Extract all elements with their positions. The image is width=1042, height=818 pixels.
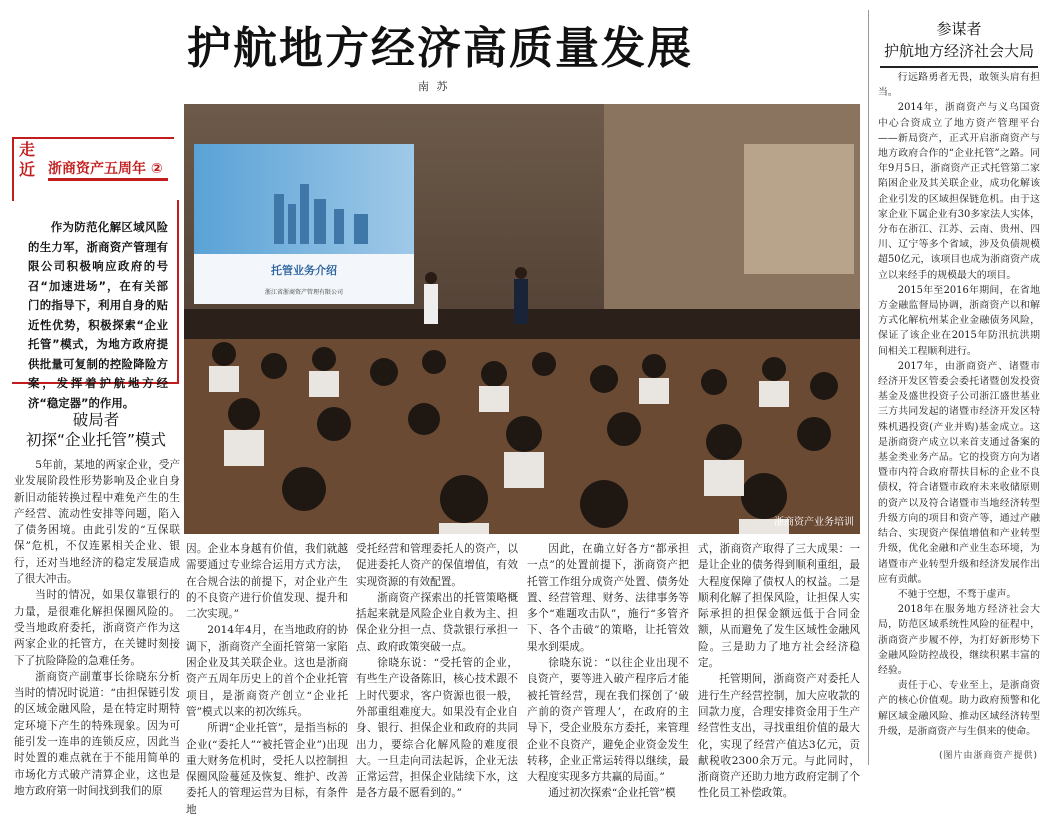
section-title-line2: 护航地方经济社会大局 bbox=[883, 42, 1034, 60]
lead-paragraph: 作为防范化解区域风险的生力军，浙商资产管理有限公司积极响应政府的号召“加速进场”，在有关部门的指导下，利用自身的贴近性优势，积极探索“企业托管”模式，为地方政府提供批量可复制的控险降险方案，发挥着护航地方经济“稳定器”的作用。 bbox=[28, 220, 168, 410]
paragraph: 因此，在确立好各方“都承担一点”的处置前提下，浙商资产把托管工作组分成资产处置、债务处置、经营管理、财务、法律事务等多个“难题攻击队”，施行“多管齐下、各个击破”的策略，让托管效果水到渠成。 bbox=[527, 543, 689, 653]
paragraph: 浙商资产探索出的托管策略概括起来就是风险企业自救为主、担保企业分担一点、贷款银行承担一点、政府政策突破一点。 bbox=[356, 591, 518, 653]
section-title-line1: 参谋者 bbox=[936, 20, 982, 38]
paragraph: 2014年4月，在当地政府的协调下，浙商资产全面托管第一家陷困企业及其关联企业。这也是浙商资产五周年历史上的首个企业托管项目，是浙商资产创立“企业托管”模式以来的初次练兵。 bbox=[186, 624, 348, 718]
column-b bbox=[356, 541, 518, 802]
training-scene-illustration bbox=[184, 104, 860, 534]
column-right bbox=[878, 70, 1040, 739]
paragraph: 徐晓东说：“以往企业出现不良资产，要等进入破产程序后才能被托管经营，现在我们探创了‘破产前的资产管理人’，在政府的主导下，受企业股东方委托，来管理企业不良资产，避免企业资金发生转移，企业正常运转得以继续，最大程度实现多方共赢的局面。” bbox=[527, 657, 689, 784]
banner-tag-char: 走 bbox=[18, 140, 35, 159]
paragraph: 当时的情况，如果仅靠银行的力量，是很难化解担保圈风险的。受当地政府委托，浙商资产作为这两家企业的托管方，在关键时刻接下了抗险降险的急难任务。 bbox=[14, 589, 180, 667]
paragraph: 2014年，浙商资产与义乌国资中心合资成立了地方资产管理平台——新局资产，正式开启浙商资产与地方政府合作的“企业托管”之路。同年9月5日，浙商资产正式托管第二家陷困企业及其关联企业，成功化解该企业引发的区域担保链危机。由于这家企业下属企业有30多家法人实体，分布在浙江、江苏、云南、贵州、四川、辽宁等多个省域，涉及负债规模超50亿元，该项目也成为浙商资产成立以来经手的规模最大的项目。 bbox=[878, 102, 1040, 281]
series-banner-text: 浙商资产五周年 ② bbox=[48, 161, 163, 177]
subheading-line1: 破局者 bbox=[72, 411, 120, 429]
column-divider bbox=[868, 10, 869, 765]
screen-title: 托管业务介绍 bbox=[271, 264, 337, 277]
series-banner-underline bbox=[48, 178, 168, 181]
paragraph: 2018年在服务地方经济社会大局，防范区域系统性风险的征程中，浙商资产步履不停，为打好新形势下金融风险防控战役，继续积累丰富的经验。 bbox=[878, 604, 1040, 676]
subheading bbox=[12, 410, 180, 450]
paragraph: 不驰于空想，不骛于虚声。 bbox=[897, 588, 1017, 600]
paragraph: 责任于心、专业至上，是浙商资产的核心价值观。助力政府预警和化解区域金融风险、推动区域经济转型升级，是浙商资产与生俱来的使命。 bbox=[878, 680, 1040, 737]
paragraph: 式，浙商资产取得了三大成果：一是让企业的债务得到顺利重组，最大程度保障了债权人的权益。二是顺利化解了担保风险，让担保人实际承担的担保金额远低于合同金额，从而避免了发生区域性金融风险。三是助力了地方社会经济稳定。 bbox=[698, 543, 860, 670]
column-d bbox=[698, 541, 860, 802]
photo-credit: (图片由浙商资产提供) bbox=[938, 751, 1038, 761]
screen-logo-text: 浙江省浙商资产管理有限公司 bbox=[264, 289, 344, 296]
section-rule bbox=[880, 66, 1038, 68]
paragraph: 浙商资产副董事长徐晓东分析当时的情况时说道：“由担保链引发的区域金融风险，是在特定时期特定环境下产生的特殊现象。因为可能引发一连串的连锁反应，因此当时处置的难点就在于不能用简单的市场化方式破产清算企业，这也是地方政府第一时间找到我们的原 bbox=[14, 670, 180, 797]
paragraph: 2017年，由浙商资产、诸暨市经济开发区管委会委托诸暨创发投资基金及盛世投资子公司浙江盛世基业三方共同发起的诸暨市经济开发区特殊机遇投资(产业并购)基金成立。这是浙商资产成立以来首支通过备案的基金类业务产品。它的投资方向为诸暨市内符合政府帮扶目标的企业不良债权，符合诸暨市政府未来收储原则的资产以及符合诸暨市当地经济转型升级方向的项目和资产等，通过产融结合、实现资产保值增值和产业转型升级，优化金融和产业生态环境，为诸暨市产业转型升级和经济发展作出应有贡献。 bbox=[878, 360, 1040, 585]
section-title bbox=[880, 18, 1038, 62]
paragraph: 受托经营和管理委托人的资产，以促进委托人资产的保值增值，有效实现资源的有效配置。 bbox=[356, 543, 518, 588]
paragraph: 2015年至2016年期间，在省地方金融监督局协调，浙商资产以和解方式化解杭州某企业金融债务风险，保证了该企业在2015年防汛抗洪期间相关工程顺利进行。 bbox=[878, 284, 1040, 357]
news-photo bbox=[184, 104, 860, 534]
photo-caption: 浙商资产业务培训 bbox=[774, 517, 854, 528]
paragraph: 托管期间，浙商资产对委托人进行生产经营控制，加大应收款的回款力度，合理安排资金用于生产经营性支出，寻找重组价值的最大化，实现了经营产值达3亿元，贡献税收2300余万元。与此同时，浙商资产还助力地方政府定制了个性化员工补偿政策。 bbox=[698, 673, 860, 800]
paragraph: 通过初次探索“企业托管”模 bbox=[548, 787, 676, 800]
column-c bbox=[527, 541, 689, 802]
subheading-line2: 初探“企业托管”模式 bbox=[25, 431, 167, 449]
paragraph: 徐晓东说：“受托管的企业，有些生产设备陈旧，核心技术跟不上时代要求，客户资源也很一般，外部重组难度大。如果没有企业自身、银行、担保企业和政府的共同出力，要综合化解风险的难度很大。一旦走向司法起诉，企业无法正常运营，担保企业陆续下水，这是各方最不愿看到的。” bbox=[356, 657, 518, 800]
paragraph: 行远路勇者无畏，敢领头肩有担当。 bbox=[878, 72, 1040, 99]
page-title: 护航地方经济高质量发展 bbox=[187, 23, 693, 74]
column-a bbox=[186, 541, 348, 818]
banner-tag-char: 近 bbox=[18, 160, 35, 179]
byline: 南 苏 bbox=[418, 80, 450, 93]
series-banner-tag bbox=[14, 140, 40, 196]
paragraph: 因。企业本身越有价值，我们就越需要通过专业综合运用方式方法，在合规合法的前提下，对企业产生的不良资产进行价值发现、提升和二次实现。” bbox=[186, 543, 348, 621]
paragraph: 所谓“企业托管”，是指当标的企业(“委托人”“被托管企业”)出现重大财务危机时，受托人以控制担保圈风险蔓延及恢复、维护、改善委托人的管理运营为目标，有条件地 bbox=[186, 722, 348, 816]
column-left bbox=[14, 457, 180, 799]
paragraph: 5年前，某地的两家企业，受产业发展阶段性形势影响及企业自身新旧动能转换过程中难免产生的生产经营、流动性安排等问题，陷入了债务困境。由此引发的“互保联保”危机，不仅连累相关企业、银行，还对当地经济的稳定发展造成了很大冲击。 bbox=[14, 459, 180, 586]
